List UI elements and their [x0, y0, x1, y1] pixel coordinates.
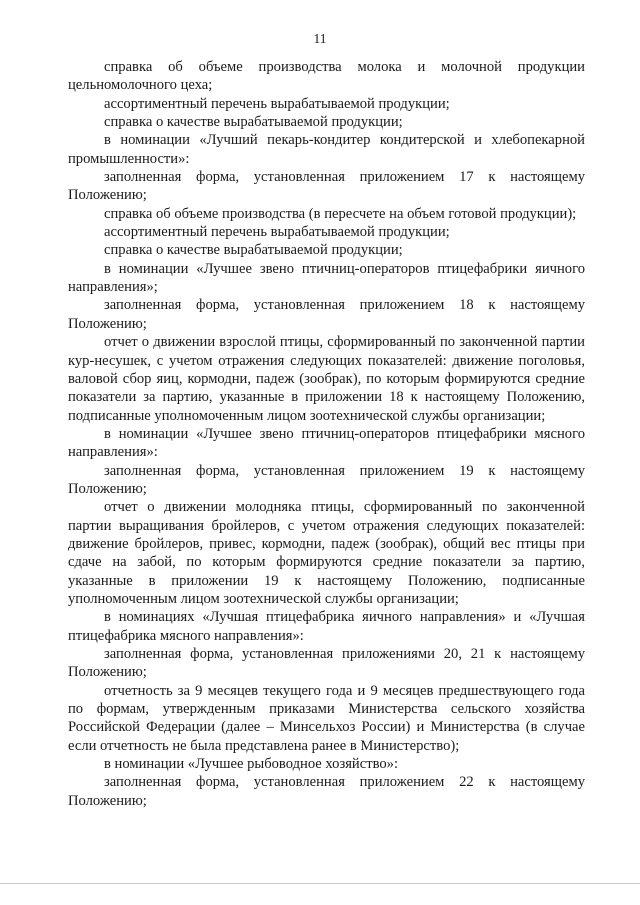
bottom-divider [0, 883, 640, 884]
paragraph-nomination-poultry-farms: в номинациях «Лучшая птицефабрика яичного направления» и «Лучшая птицефабрика мясного направления»: [68, 609, 585, 644]
paragraph-production-volume-statement: справка об объеме производства (в пересчете на объем готовой продукции); [104, 205, 577, 222]
paragraph-form-appendix-19: заполненная форма, установленная приложением 19 к настоящему Положению; [68, 462, 585, 497]
page-number: 11 [313, 31, 327, 46]
paragraph-reporting-9-months: отчетность за 9 месяцев текущего года и 9 месяцев предшествующего года по формам, утвержденным приказами Министерства сельского хозяйства Российской Федерации (далее – Минсельхоз России) и Министерства (в случае если отчетность не была представлена ранее в Министерство); [68, 682, 585, 754]
paragraph-nomination-egg-poultry-team: в номинации «Лучшее звено птичниц-операторов птицефабрики яичного направления»; [68, 260, 585, 296]
paragraph-nomination-baker: в номинации «Лучший пекарь-кондитер кондитерской и хлебопекарной промышленности»: [68, 132, 585, 167]
paragraph-product-quality-statement: справка о качестве вырабатываемой продукции; [104, 114, 403, 131]
paragraph-milk-volume-statement: справка об объеме производства молока и молочной продукции цельномолочного цеха; [68, 59, 585, 94]
paragraph-form-appendices-20-21: заполненная форма, установленная приложениями 20, 21 к настоящему Положению; [68, 646, 585, 681]
paragraph-product-quality-statement: справка о качестве вырабатываемой продукции; [104, 242, 403, 259]
paragraph-adult-poultry-report: отчет о движении взрослой птицы, сформированный по законченной партии кур-несушек, с учетом отражения следующих показателей: движение поголовья, валовой сбор яиц, кормодни, падеж (зообрак), по которым формируются средние показатели за партию, указанные в приложении 18 к настоящему Положению, подписанные уполномоченным лицом зоотехнической службы организации; [68, 334, 585, 424]
paragraph-form-appendix-22: заполненная форма, установленная приложением 22 к настоящему Положению; [68, 774, 585, 809]
paragraph-product-range-list: ассортиментный перечень вырабатываемой продукции; [104, 95, 450, 112]
paragraph-product-range-list: ассортиментный перечень вырабатываемой продукции; [104, 224, 450, 241]
paragraph-form-appendix-18: заполненная форма, установленная приложением 18 к настоящему Положению; [68, 297, 585, 332]
paragraph-young-poultry-report: отчет о движении молодняка птицы, сформированный по законченной партии выращивания бройлеров, с учетом отражения следующих показателей: движение бройлеров, привес, кормодни, падеж (зообрак), общий вес птицы при сдаче на забой, по которым формируются средние показатели за партию, указанные в приложении 19 к настоящему Положению, подписанные уполномоченным лицом зоотехнической службы организации; [68, 499, 585, 607]
paragraph-nomination-meat-poultry-team: в номинации «Лучшее звено птичниц-операторов птицефабрики мясного направления»: [68, 425, 585, 461]
paragraph-nomination-fish-farm: в номинации «Лучшее рыбоводное хозяйство»: [104, 756, 399, 773]
paragraph-form-appendix-17: заполненная форма, установленная приложением 17 к настоящему Положению; [68, 169, 585, 204]
document-body [68, 58, 585, 810]
